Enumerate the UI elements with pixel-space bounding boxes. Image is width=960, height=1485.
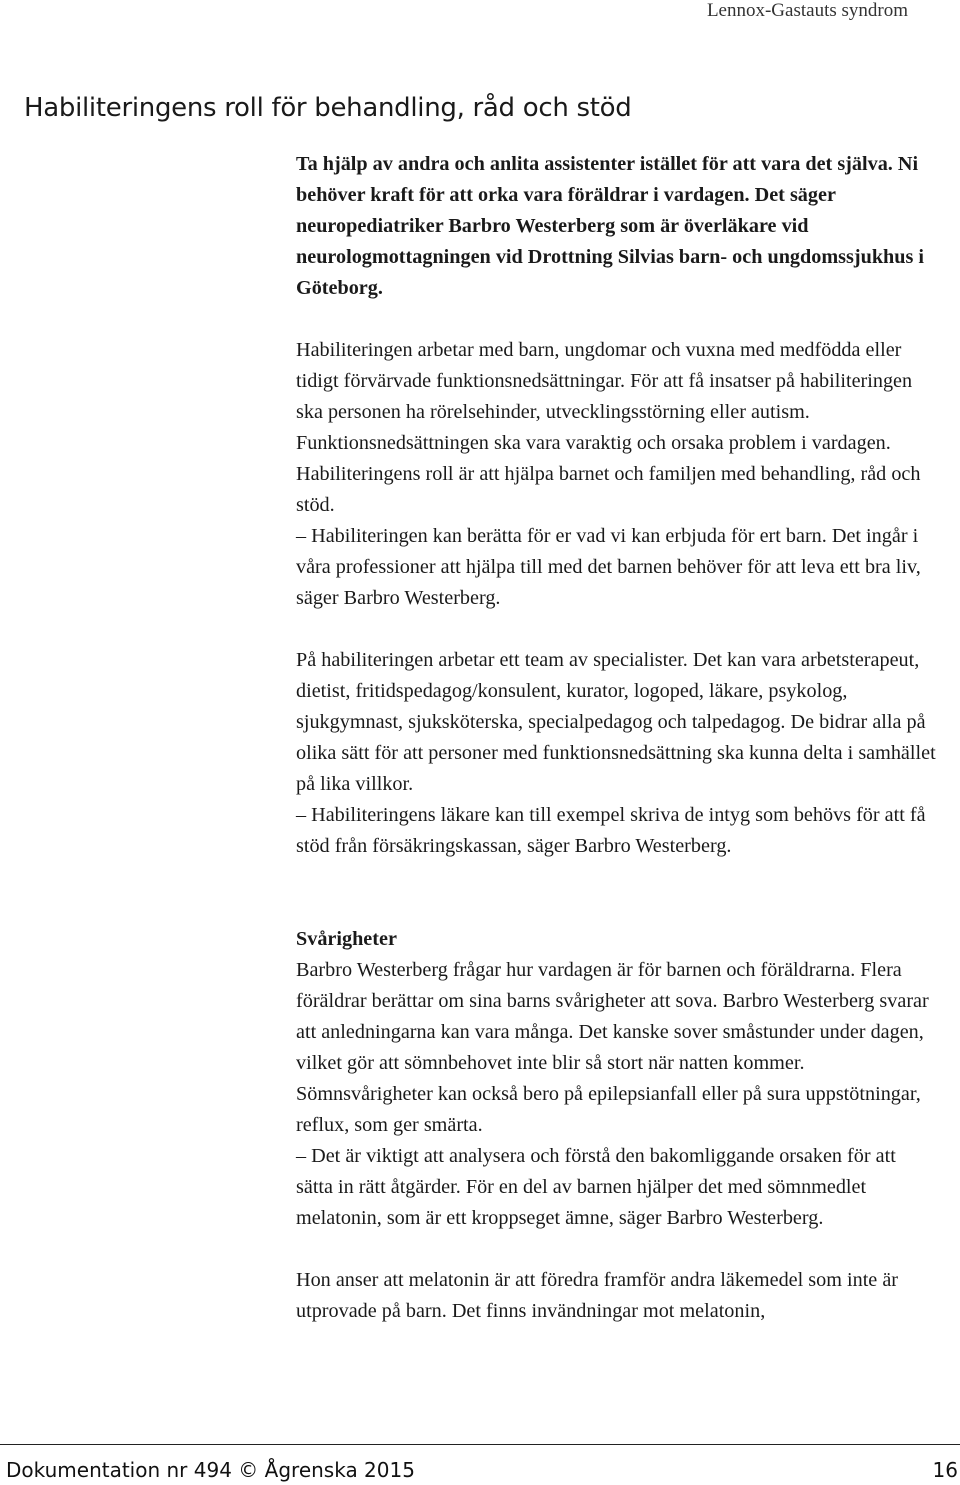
quote-paragraph: – Det är viktigt att analysera och förstå den bakomliggande orsaken för att sätta in rätt åtgärder. För en del av barnen hjälper det med sömnmedlet melatonin, som är ett kroppseget ämne, säger Barbro Westerberg. bbox=[296, 1145, 896, 1229]
body-paragraph: På habiliteringen arbetar ett team av specialister. Det kan vara arbetsterapeut, dietist, fritidspedagog/konsulent, kurator, logoped, läkare, psykolog, sjukgymnast, sjuksköterska, specialpedagog och talpedagog. De bidrar alla på olika sätt för att personer med funktionsnedsättning ska kunna delta i samhället på lika villkor. bbox=[296, 649, 936, 795]
article-body bbox=[296, 149, 936, 1327]
page-number: 16 bbox=[932, 1458, 958, 1482]
subheading: Svårigheter bbox=[296, 928, 397, 950]
quote-paragraph: – Habiliteringen kan berätta för er vad vi kan erbjuda för ert barn. Det ingår i våra professioner att hjälpa till med det barnen behöver för att leva ett bra liv, säger Barbro Westerberg. bbox=[296, 525, 921, 609]
footer-publication: Dokumentation nr 494 © Ågrenska 2015 bbox=[6, 1458, 415, 1482]
section-title: Habiliteringens roll för behandling, råd och stöd bbox=[24, 93, 632, 123]
running-header: Lennox-Gastauts syndrom bbox=[706, 0, 908, 21]
body-paragraph: Barbro Westerberg frågar hur vardagen är för barnen och föräldrarna. Flera föräldrar berättar om sina barns svårigheter att sova. Barbro Westerberg svarar att anledningarna kan vara många. Det kanske sover småstunder under dagen, vilket gör att sömnbehovet inte blir så stort när natten kommer. Sömnsvårigheter kan också bero på epilepsianfall eller på sura uppstötningar, reflux, som ger smärta. bbox=[296, 959, 929, 1136]
lede-paragraph: Ta hjälp av andra och anlita assistenter istället för att vara det själva. Ni behöver kraft för att orka vara föräldrar i vardagen. Det säger neuropediatriker Barbro Westerberg som är överläkare vid neurologmottagningen vid Drottning Silvias barn- och ungdomssjukhus i Göteborg. bbox=[296, 153, 925, 299]
body-paragraph: Hon anser att melatonin är att föredra framför andra läkemedel som inte är utprovade på barn. Det finns invändningar mot melatonin, bbox=[296, 1269, 898, 1322]
footer-divider bbox=[0, 1444, 960, 1445]
quote-paragraph: – Habiliteringens läkare kan till exempel skriva de intyg som behövs för att få stöd från försäkringskassan, säger Barbro Westerberg. bbox=[296, 804, 926, 857]
body-paragraph: Habiliteringen arbetar med barn, ungdomar och vuxna med medfödda eller tidigt förvärvade funktionsnedsättningar. För att få insatser på habiliteringen ska personen ha rörelsehinder, utvecklingsstörning eller autism. Funktionsnedsättningen ska vara varaktig och orsaka problem i vardagen. Habiliteringens roll är att hjälpa barnet och familjen med behandling, råd och stöd. bbox=[296, 339, 921, 516]
